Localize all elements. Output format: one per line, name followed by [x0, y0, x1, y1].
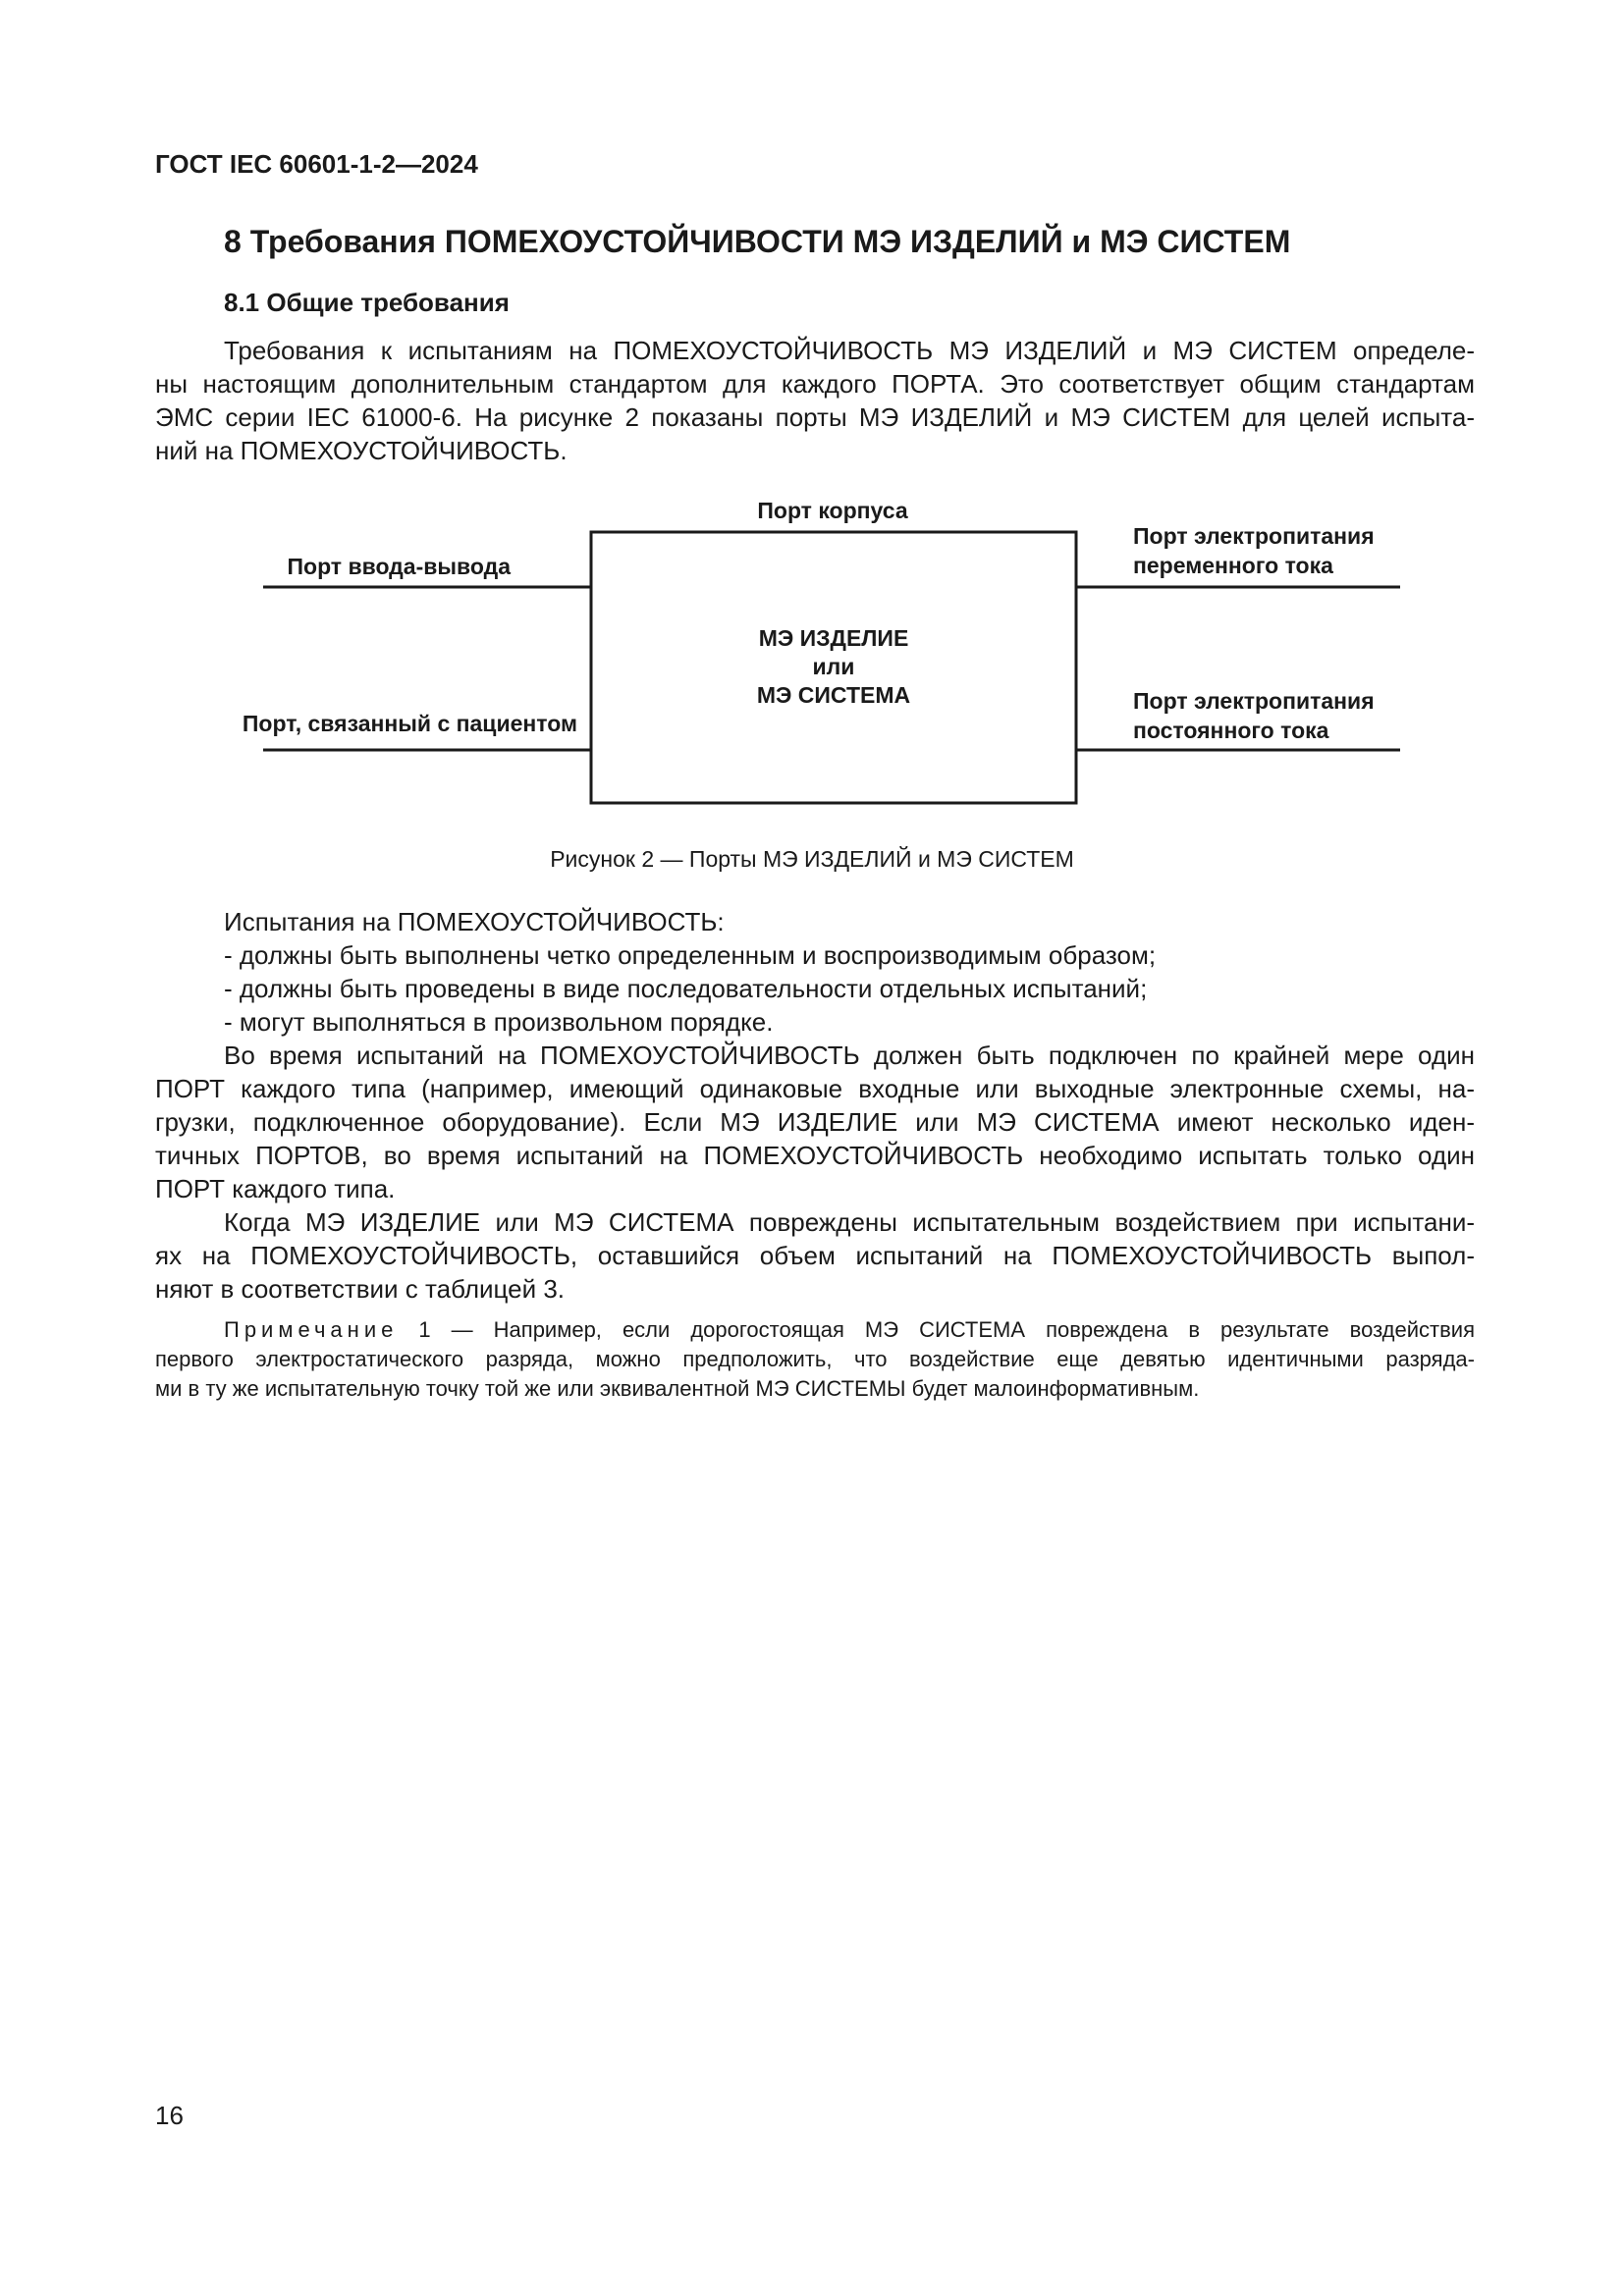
document-header-code: ГОСТ IEC 60601-1-2—2024 [155, 149, 478, 179]
list-item: - должны быть проведены в виде последовательности отдельных испытаний; [224, 974, 1148, 1003]
subsection-title: 8.1 Общие требования [224, 288, 510, 317]
note-label: Примечание [224, 1317, 399, 1342]
device-box [591, 532, 1076, 803]
io-port-label: Порт ввода-вывода [287, 554, 511, 579]
intro-paragraph [155, 334, 1475, 467]
device-label-line1: МЭ ИЗДЕЛИЕ [758, 625, 909, 651]
list-item: - должны быть выполнены четко определенным и воспроизводимым образом; [224, 940, 1157, 970]
page-number: 16 [155, 2101, 184, 2130]
text-line: ях на ПОМЕХОУСТОЙЧИВОСТЬ, оставшийся объем испытаний на ПОМЕХОУСТОЙЧИВОСТЬ выпол- [155, 1241, 1475, 1270]
device-label-line2: или [812, 654, 855, 679]
text-line: тичных ПОРТОВ, во время испытаний на ПОМЕХОУСТОЙЧИВОСТЬ необходимо испытать только один [155, 1141, 1475, 1170]
text-line: Во время испытаний на ПОМЕХОУСТОЙЧИВОСТЬ должен быть подключен по крайней мере один [224, 1041, 1475, 1070]
text-line: ПОРТ каждого типа (например, имеющий одинаковые входные или выходные электронные схемы, на- [155, 1074, 1475, 1103]
note-line: первого электростатического разряда, можно предположить, что воздействие еще девятью идентичными разряда- [155, 1347, 1475, 1371]
text-line: ний на ПОМЕХОУСТОЙЧИВОСТЬ. [155, 436, 568, 465]
damage-paragraph [155, 1205, 1475, 1306]
figure-caption: Рисунок 2 — Порты МЭ ИЗДЕЛИЙ и МЭ СИСТЕМ [550, 846, 1074, 872]
dc-port-label-line2: постоянного тока [1133, 718, 1329, 743]
note-line [155, 1315, 1475, 1345]
text-line: ПОРТ каждого типа. [155, 1174, 396, 1203]
text-line: няют в соответствии с таблицей 3. [155, 1274, 566, 1304]
dc-port-label-line1: Порт электропитания [1133, 688, 1375, 714]
patient-port-label: Порт, связанный с пациентом [242, 711, 577, 736]
text-line: Когда МЭ ИЗДЕЛИЕ или МЭ СИСТЕМА повреждены испытательным воздействием при испытани- [224, 1207, 1475, 1237]
ac-port-label-line1: Порт электропитания [1133, 523, 1375, 549]
note-text: 1 — Например, если дорогостоящая МЭ СИСТЕМА повреждена в результате воздействия [398, 1317, 1475, 1342]
section-title: 8 Требования ПОМЕХОУСТОЙЧИВОСТИ МЭ ИЗДЕЛИЙ и МЭ СИСТЕМ [224, 224, 1291, 259]
ports-paragraph [155, 1039, 1475, 1205]
list-item: - могут выполняться в произвольном порядке. [224, 1007, 774, 1037]
text-line: ЭМС серии IEC 61000-6. На рисунке 2 показаны порты МЭ ИЗДЕЛИЙ и МЭ СИСТЕМ для целей испыта- [155, 402, 1475, 432]
note-block [155, 1315, 1475, 1404]
text-line: Требования к испытаниям на ПОМЕХОУСТОЙЧИВОСТЬ МЭ ИЗДЕЛИЙ и МЭ СИСТЕМ определе- [224, 336, 1475, 365]
tests-lead: Испытания на ПОМЕХОУСТОЙЧИВОСТЬ: [224, 907, 725, 936]
note-line: ми в ту же испытательную точку той же или эквивалентной МЭ СИСТЕМЫ будет малоинформативным. [155, 1376, 1200, 1401]
tests-list [224, 905, 1156, 1039]
enclosure-port-label: Порт корпуса [757, 498, 908, 523]
text-line: ны настоящим дополнительным стандартом для каждого ПОРТА. Это соответствует общим стандартам [155, 369, 1475, 399]
ac-port-label-line2: переменного тока [1133, 553, 1333, 578]
text-line: грузки, подключенное оборудование). Если МЭ ИЗДЕЛИЕ или МЭ СИСТЕМА имеют несколько иден- [155, 1107, 1475, 1137]
device-label-line3: МЭ СИСТЕМА [756, 682, 911, 708]
